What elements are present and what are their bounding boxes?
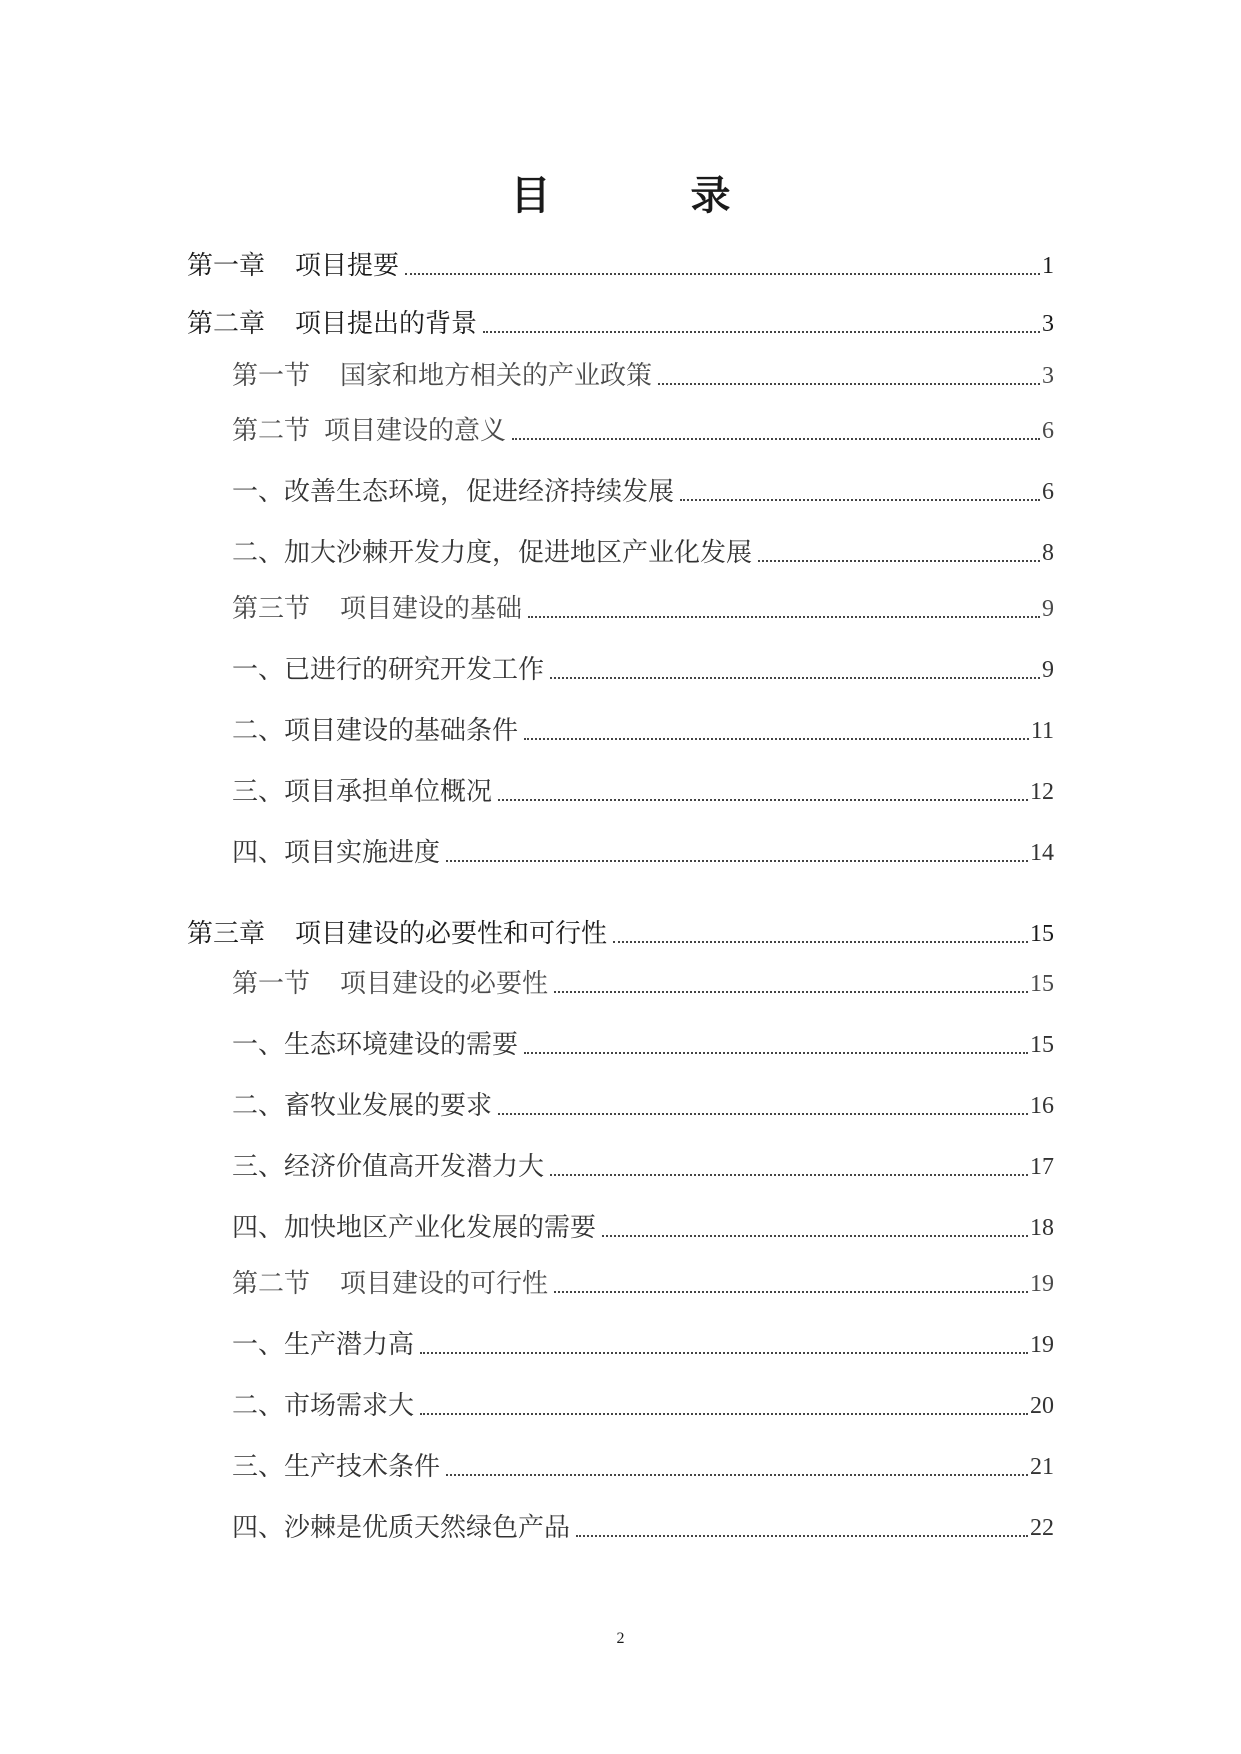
toc-entry-text: 一、生态环境建设的需要 [232,1030,519,1060]
dot-leader [528,616,1040,618]
toc-entry-page: 12 [1030,779,1054,805]
toc-entry-text: 三、经济价值高开发潜力大 [232,1152,545,1182]
dot-leader [613,941,1028,943]
toc-entry-page: 11 [1030,718,1054,744]
dot-leader [512,438,1040,440]
dot-leader [524,738,1029,740]
toc-entry-subsection[interactable] [232,713,1054,749]
toc-entry-chapter-2[interactable] [187,306,1054,342]
dot-leader [420,1413,1028,1415]
toc-entry-page: 8 [1042,540,1054,566]
toc-entry-text: 一、改善生态环境，促进经济持续发展 [232,477,675,507]
toc-entry-text: 三、生产技术条件 [232,1452,441,1482]
toc-entry-subsection[interactable] [232,774,1054,810]
toc-entry-page: 22 [1030,1515,1054,1541]
dot-leader [758,560,1040,562]
toc-entry-text: 项目建设的必要性和可行性 [295,919,608,949]
dot-leader [554,1291,1028,1293]
toc-entry-prefix: 第二节 [232,416,311,446]
dot-leader [446,860,1028,862]
toc-entry-prefix: 第二节 [232,1269,311,1299]
toc-entry-page: 15 [1030,971,1054,997]
toc-entry-subsection[interactable] [232,1449,1054,1485]
toc-entry-text: 项目提出的背景 [295,309,478,339]
toc-entry-page: 17 [1030,1154,1054,1180]
toc-entry-page: 3 [1042,311,1054,337]
toc-entry-chapter-1[interactable] [187,248,1054,284]
toc-entry-text: 项目建设的意义 [324,416,507,446]
toc-entry-text: 三、项目承担单位概况 [232,777,493,807]
toc-entry-page: 3 [1042,363,1054,389]
dot-leader [680,499,1040,501]
toc-entry-page: 15 [1030,921,1054,947]
toc-entry-text: 国家和地方相关的产业政策 [340,361,653,391]
toc-entry-page: 15 [1030,1032,1054,1058]
toc-entry-text: 项目建设的可行性 [340,1269,549,1299]
toc-entry-prefix: 第一节 [232,969,311,999]
toc-entry-subsection[interactable] [232,1027,1054,1063]
toc-entry-text: 一、生产潜力高 [232,1330,415,1360]
toc-entry-subsection[interactable] [232,535,1054,571]
toc-entry-prefix: 第一节 [232,361,311,391]
dot-leader [420,1352,1028,1354]
page-title: 目 录 [510,173,781,219]
toc-entry-subsection[interactable] [232,652,1054,688]
toc-entry-prefix: 第一章 [187,251,266,281]
toc-entry-text: 二、市场需求大 [232,1391,415,1421]
toc-entry-text: 四、项目实施进度 [232,838,441,868]
toc-entry-subsection[interactable] [232,1149,1054,1185]
toc-entry-page: 14 [1030,840,1054,866]
page-number: 2 [616,1630,625,1647]
toc-entry-text: 二、畜牧业发展的要求 [232,1091,493,1121]
toc-entry-page: 18 [1030,1215,1054,1241]
toc-entry-page: 20 [1030,1393,1054,1419]
dot-leader [576,1535,1028,1537]
toc-entry-page: 6 [1042,418,1054,444]
toc-entry-subsection[interactable] [232,1327,1054,1363]
toc-entry-page: 19 [1030,1332,1054,1358]
toc-entry-page: 19 [1030,1271,1054,1297]
toc-entry-text: 项目建设的必要性 [340,969,549,999]
dot-leader [498,799,1028,801]
dot-leader [550,677,1040,679]
toc-entry-section[interactable] [232,358,1054,394]
toc-entry-section[interactable] [232,966,1054,1002]
toc-entry-subsection[interactable] [232,1088,1054,1124]
toc-entry-text: 二、加大沙棘开发力度，促进地区产业化发展 [232,538,753,568]
toc-entry-section[interactable] [232,591,1054,627]
toc-entry-page: 9 [1042,657,1054,683]
toc-entry-page: 9 [1042,596,1054,622]
toc-entry-prefix: 第二章 [187,309,266,339]
dot-leader [554,991,1028,993]
toc-entry-text: 二、项目建设的基础条件 [232,716,519,746]
toc-entry-subsection[interactable] [232,1388,1054,1424]
dot-leader [550,1174,1028,1176]
toc-entry-text: 项目建设的基础 [340,594,523,624]
toc-entry-section[interactable] [232,413,1054,449]
dot-leader [602,1235,1028,1237]
dot-leader [524,1052,1028,1054]
dot-leader [658,383,1040,385]
toc-entry-chapter-3[interactable] [187,916,1054,952]
toc-entry-text: 项目提要 [295,251,400,281]
toc-entry-page: 21 [1030,1454,1054,1480]
toc-entry-subsection[interactable] [232,474,1054,510]
dot-leader [446,1474,1028,1476]
toc-entry-prefix: 第三章 [187,919,266,949]
toc-entry-page: 6 [1042,479,1054,505]
toc-entry-text: 一、已进行的研究开发工作 [232,655,545,685]
toc-entry-subsection[interactable] [232,1210,1054,1246]
dot-leader [405,273,1040,275]
toc-entry-text: 四、沙棘是优质天然绿色产品 [232,1513,571,1543]
toc-entry-text: 四、加快地区产业化发展的需要 [232,1213,597,1243]
toc-entry-page: 16 [1030,1093,1054,1119]
toc-entry-subsection[interactable] [232,1510,1054,1546]
toc-entry-subsection[interactable] [232,835,1054,871]
toc-entry-page: 1 [1042,253,1054,279]
toc-entry-prefix: 第三节 [232,594,311,624]
toc-entry-section[interactable] [232,1266,1054,1302]
dot-leader [483,331,1040,333]
dot-leader [498,1113,1028,1115]
